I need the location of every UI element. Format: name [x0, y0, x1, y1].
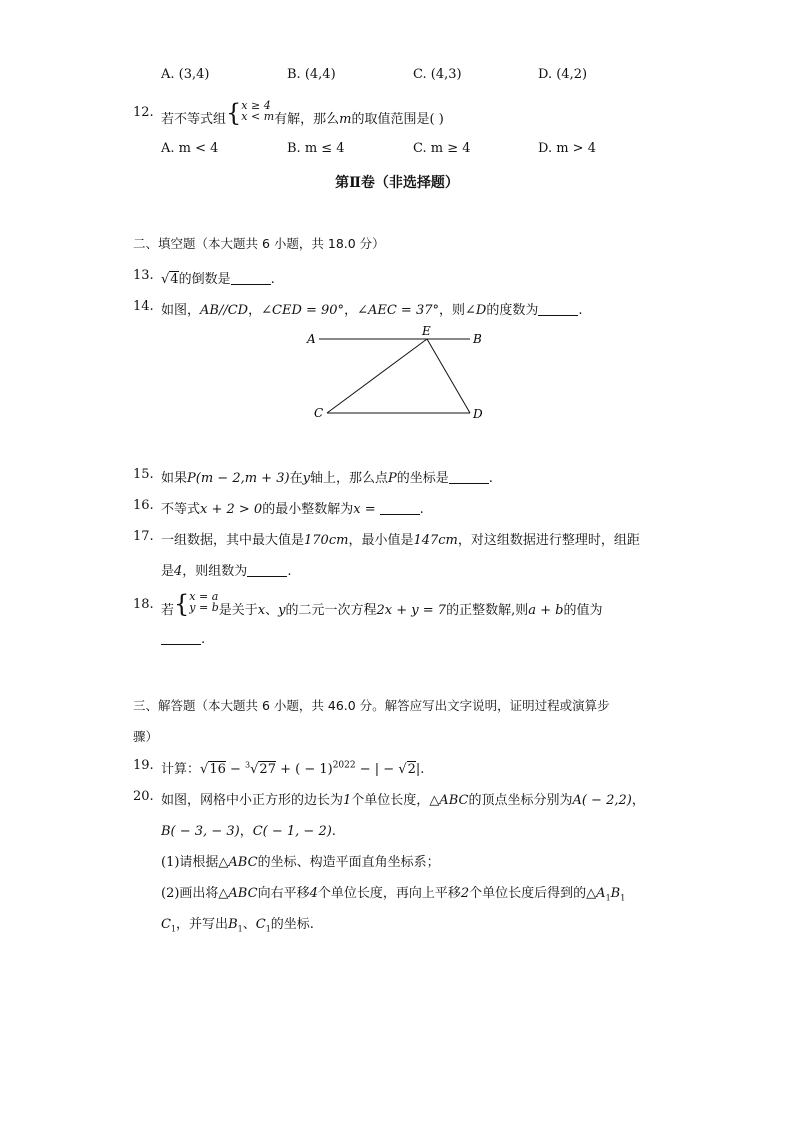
q18-math-4: a + b: [528, 602, 564, 618]
q17-stem-line2: [161, 560, 291, 579]
q12-var: m: [339, 111, 352, 127]
q19-text-2: −: [225, 762, 246, 777]
q14-math-1: AB//CD: [200, 303, 249, 318]
q20-math-point-a: A( − 2,2): [572, 793, 632, 808]
q15-stem: [161, 467, 493, 486]
q20-text-1d: 的顶点坐标分别为: [468, 793, 573, 808]
q18-system-line1: x = a: [189, 590, 219, 603]
q17-blank: [247, 564, 287, 577]
q17-end: .: [287, 564, 292, 579]
label-a: A: [307, 332, 316, 346]
q15-math-2: y: [302, 471, 310, 486]
q14-text-2: ，: [248, 303, 262, 318]
q15-text-3: 轴上，那么点: [309, 471, 388, 486]
q20-c: C: [161, 917, 171, 932]
q13-stem: [161, 268, 275, 287]
section2-heading: 二、填空题（本大题共 6 小题，共 18.0 分）: [133, 236, 385, 251]
q14-stem: [161, 299, 583, 318]
q20-text-1b: 个单位长度，: [351, 793, 430, 808]
q20-b1: B: [228, 917, 238, 932]
sqrt-sign: √: [250, 762, 259, 777]
q17-text-4: 是: [161, 564, 175, 579]
q20-text-2b: ，: [239, 824, 253, 839]
q20-line1: [161, 789, 645, 808]
subscript-1: 1: [265, 924, 271, 934]
segment-ec: [327, 339, 427, 413]
q11-option-c: C. (4,3): [413, 67, 462, 82]
q18-text-1: 若: [161, 602, 175, 618]
q20-text-5f: 的坐标.: [270, 917, 314, 932]
q12-system-line1: x ≥ 4: [241, 99, 271, 112]
q20-part2: [161, 882, 625, 903]
q20-number: 20.: [133, 789, 154, 804]
q16-math-2: x =: [353, 502, 376, 517]
q12-system: [241, 100, 274, 122]
q16-text-1: 不等式: [161, 502, 201, 517]
q12-suffix-2: 的取值范围是( ): [351, 111, 444, 127]
q16-text-2: 的最小整数解为: [262, 502, 354, 517]
q14-text-5: 的度数为: [486, 303, 539, 318]
q20-text-1a: 如图，网格中小正方形的边长为: [161, 793, 344, 808]
q16-stem: [161, 498, 424, 517]
q19-radicand-2: 27: [259, 762, 276, 777]
q12-stem: [161, 97, 444, 127]
q14-number: 14.: [133, 299, 154, 314]
q14-text-4: ，则: [439, 303, 466, 318]
q20-part1-text-b: 的坐标、构造平面直角坐标系；: [257, 855, 440, 870]
system-brace: {: [226, 99, 242, 127]
q20-part2-b: B: [610, 886, 621, 901]
q12-option-a: A. m < 4: [161, 141, 219, 156]
q15-number: 15.: [133, 467, 154, 482]
q17-stem-line1: [161, 529, 640, 548]
q18-math-3: 2x + y = 7: [376, 602, 447, 618]
q20-part2-a: △A: [586, 886, 606, 901]
q19-radicand-3: 2: [407, 762, 416, 777]
q20-part1: [161, 851, 440, 870]
q20-part2-text-f: 个单位长度后得到的: [469, 886, 587, 901]
q20-math-triangle: △ABC: [429, 793, 469, 808]
q20-part2-math: △ABC: [218, 886, 258, 901]
q15-text-1: 如果: [161, 471, 188, 486]
q16-blank: [380, 502, 420, 515]
q20-part2-text-b: 向右平移: [257, 886, 310, 901]
q13-end: .: [270, 272, 275, 287]
subscript-1: 1: [620, 893, 626, 903]
q14-blank: [538, 303, 578, 316]
label-b: B: [473, 332, 482, 346]
q14-math-2: ∠CED = 90°: [261, 303, 345, 318]
q13-blank: [231, 272, 271, 285]
q19-number: 19.: [133, 758, 154, 773]
q17-math-3: 4: [174, 564, 183, 579]
q19-text-4: − | −: [355, 762, 399, 777]
q16-math-1: x + 2 > 0: [200, 502, 263, 517]
section3-heading-line2: 骤）: [133, 729, 159, 744]
q15-math-1: P(m − 2,m + 3): [187, 471, 290, 486]
q18-answer-line: [161, 632, 205, 647]
q15-blank: [449, 471, 489, 484]
q12-suffix-1: 有解，那么: [274, 111, 340, 127]
q19-root-index: 3: [245, 760, 251, 770]
q18-text-6: 的值为: [563, 602, 603, 618]
q18-text-5: 的正整数解,则: [446, 602, 529, 618]
subscript-1: 1: [605, 893, 611, 903]
q19-radicand-1: 16: [209, 762, 226, 777]
q19-text-3: + ( − 1): [275, 762, 333, 777]
q15-math-3: P: [387, 471, 397, 486]
q15-text-2: 在: [289, 471, 303, 486]
q20-part1-text: (1)请根据: [161, 855, 219, 870]
q14-math-3: ∠AEC = 37°: [357, 303, 439, 318]
q18-text-4: 的二元一次方程: [285, 602, 377, 618]
q17-text-5: ，则组数为: [182, 564, 248, 579]
q20-text-5b: ，并写出: [176, 917, 229, 932]
q17-text-3: ，对这组数据进行整理时，组距: [457, 533, 640, 548]
q20-text-2d: .: [331, 824, 336, 839]
q17-math-2: 147cm: [413, 533, 458, 548]
q19-stem: [161, 758, 424, 777]
q12-option-d: D. m > 4: [538, 141, 596, 156]
q20-c1: C: [255, 917, 266, 932]
q11-option-b: B. (4,4): [287, 67, 336, 82]
subscript-1: 1: [170, 924, 177, 934]
q13-number: 13.: [133, 268, 154, 283]
q12-prefix: 若不等式组: [161, 111, 227, 127]
q12-number: 12.: [133, 105, 154, 120]
sqrt-sign: √: [200, 762, 209, 777]
q18-system: [189, 591, 218, 613]
q18-end: .: [201, 632, 206, 647]
q20-part2-text: (2)画出将: [161, 886, 219, 901]
q20-math-point-c: C( − 1, − 2): [252, 824, 332, 839]
q20-text-5d: 、: [242, 917, 256, 932]
q17-math-1: 170cm: [304, 533, 349, 548]
q20-part2-line2: [161, 913, 314, 934]
q16-number: 16.: [133, 498, 154, 513]
q12-option-b: B. m ≤ 4: [287, 141, 345, 156]
q20-part2-text-d: 个单位长度，再向上平移: [317, 886, 461, 901]
q14-end: .: [578, 303, 583, 318]
q18-system-line2: y = b: [189, 601, 219, 614]
q19-exponent: 2022: [332, 760, 356, 771]
segment-ed: [427, 339, 470, 413]
q16-end: .: [419, 502, 424, 517]
sqrt-sign: √: [161, 272, 170, 287]
q14-figure: [300, 322, 500, 427]
q19-text-5: |.: [415, 762, 425, 777]
q15-end: .: [488, 471, 493, 486]
q20-math-point-b: B( − 3, − 3): [161, 824, 240, 839]
sqrt-sign: √: [398, 762, 407, 777]
q12-system-line2: x < m: [241, 110, 275, 123]
section3-heading-line1: 三、解答题（本大题共 6 小题，共 46.0 分。解答应写出文字说明，证明过程或演算步: [133, 698, 610, 713]
q20-part2-num-4: 4: [309, 886, 318, 901]
q20-line2: [161, 820, 336, 839]
q15-text-4: 的坐标是: [396, 471, 449, 486]
q20-math-1: 1: [343, 793, 352, 808]
q18-math-2: y: [278, 602, 286, 618]
q17-text-1: 一组数据，其中最大值是: [161, 533, 305, 548]
q20-part2-num-2: 2: [460, 886, 470, 901]
q18-math-1: x: [257, 602, 266, 618]
q14-math-4: ∠D: [465, 303, 487, 318]
q14-text-1: 如图，: [161, 303, 201, 318]
q19-text-1: 计算：: [161, 762, 201, 777]
q20-text-1f: ，: [631, 793, 645, 808]
q18-blank: [161, 632, 201, 645]
q13-radicand: 4: [170, 272, 179, 287]
part2-title: 第Ⅱ卷（非选择题）: [335, 175, 459, 191]
subscript-1: 1: [237, 924, 243, 934]
q14-text-3: ，: [344, 303, 358, 318]
q18-text-2: 是关于: [218, 602, 258, 618]
q18-number: 18.: [133, 597, 154, 612]
q18-text-3: 、: [265, 602, 279, 618]
system-brace: {: [174, 590, 190, 618]
q17-text-2: ，最小值是: [348, 533, 414, 548]
q13-text: 的倒数是: [178, 272, 231, 287]
q12-option-c: C. m ≥ 4: [413, 141, 471, 156]
q11-option-a: A. (3,4): [161, 67, 210, 82]
label-e: E: [422, 324, 431, 338]
label-d: D: [473, 407, 483, 421]
q18-stem: [161, 588, 602, 618]
q11-option-d: D. (4,2): [538, 67, 588, 82]
label-c: C: [314, 406, 324, 420]
q17-number: 17.: [133, 529, 154, 544]
q20-part1-math: △ABC: [218, 855, 258, 870]
